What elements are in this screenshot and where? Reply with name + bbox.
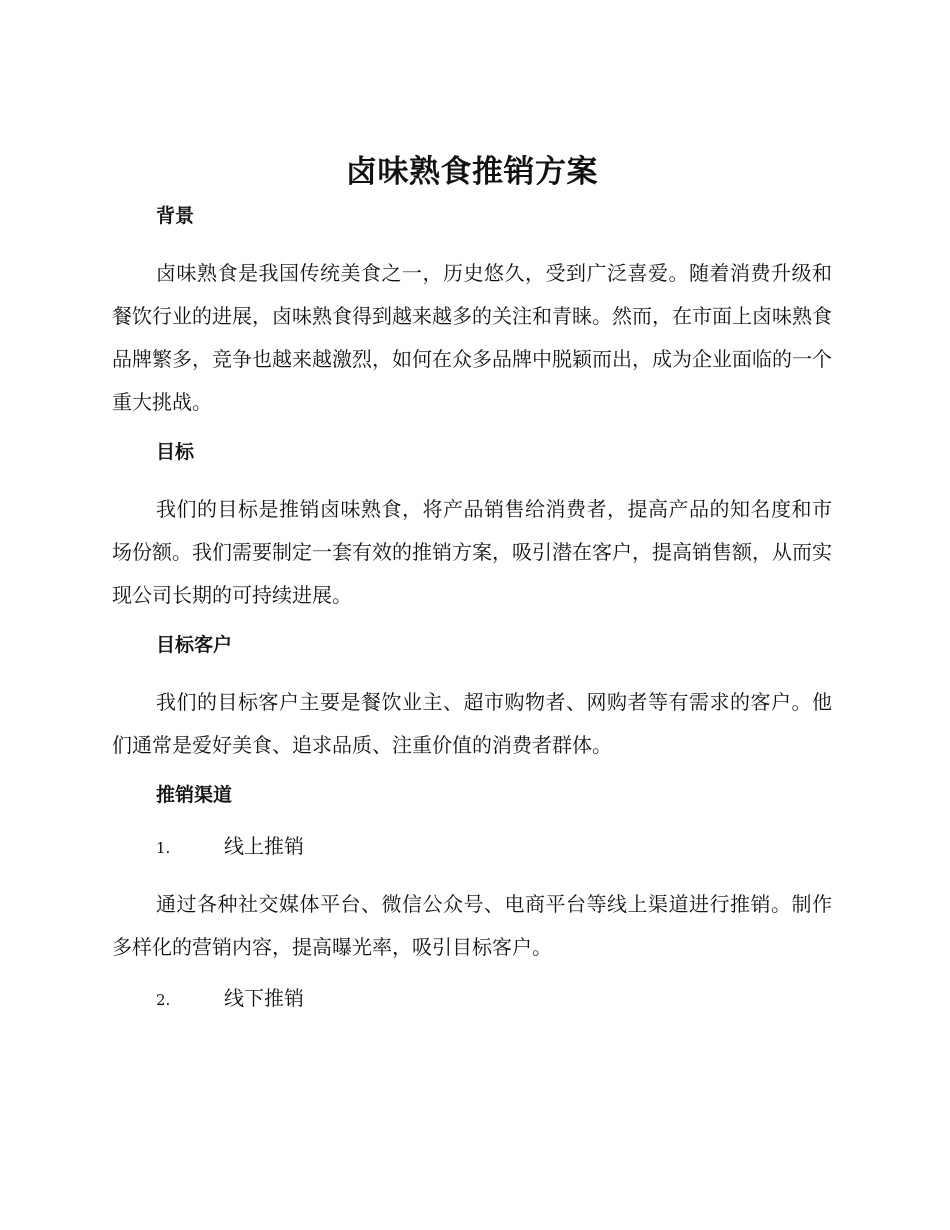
list-item-online xyxy=(156,831,832,863)
section-text-target-customers: 我们的目标客户主要是餐饮业主、超市购物者、网购者等有需求的客户。他们通常是爱好美食、追求品质、注重价值的消费者群体。 xyxy=(112,690,832,757)
section-heading-goal: 目标 xyxy=(156,441,195,463)
section-heading-background: 背景 xyxy=(156,205,195,227)
section-text-background: 卤味熟食是我国传统美食之一，历史悠久，受到广泛喜爱。随着消费升级和餐饮行业的进展，卤味熟食得到越来越多的关注和青睐。然而，在市面上卤味熟食品牌繁多，竞争也越来越激烈，如何在众多品牌中脱颖而出，成为企业面临的一个重大挑战。 xyxy=(112,261,832,414)
list-label: 线上推销 xyxy=(224,834,304,858)
list-number: 2. xyxy=(156,991,171,1009)
document-title: 卤味熟食推销方案 xyxy=(346,154,598,190)
list-item-text-online: 通过各种社交媒体平台、微信公众号、电商平台等线上渠道进行推销。制作多样化的营销内容，提高曝光率，吸引目标客户。 xyxy=(112,892,832,959)
list-item-offline xyxy=(156,983,832,1015)
section-heading-target-customers: 目标客户 xyxy=(156,634,233,656)
section-heading-channels: 推销渠道 xyxy=(156,784,233,806)
document-content xyxy=(112,150,832,1035)
section-text-goal: 我们的目标是推销卤味熟食，将产品销售给消费者，提高产品的知名度和市场份额。我们需要制定一套有效的推销方案，吸引潜在客户，提高销售额，从而实现公司长期的可持续进展。 xyxy=(112,497,832,607)
list-label: 线下推销 xyxy=(224,986,304,1010)
list-number: 1. xyxy=(156,839,171,857)
